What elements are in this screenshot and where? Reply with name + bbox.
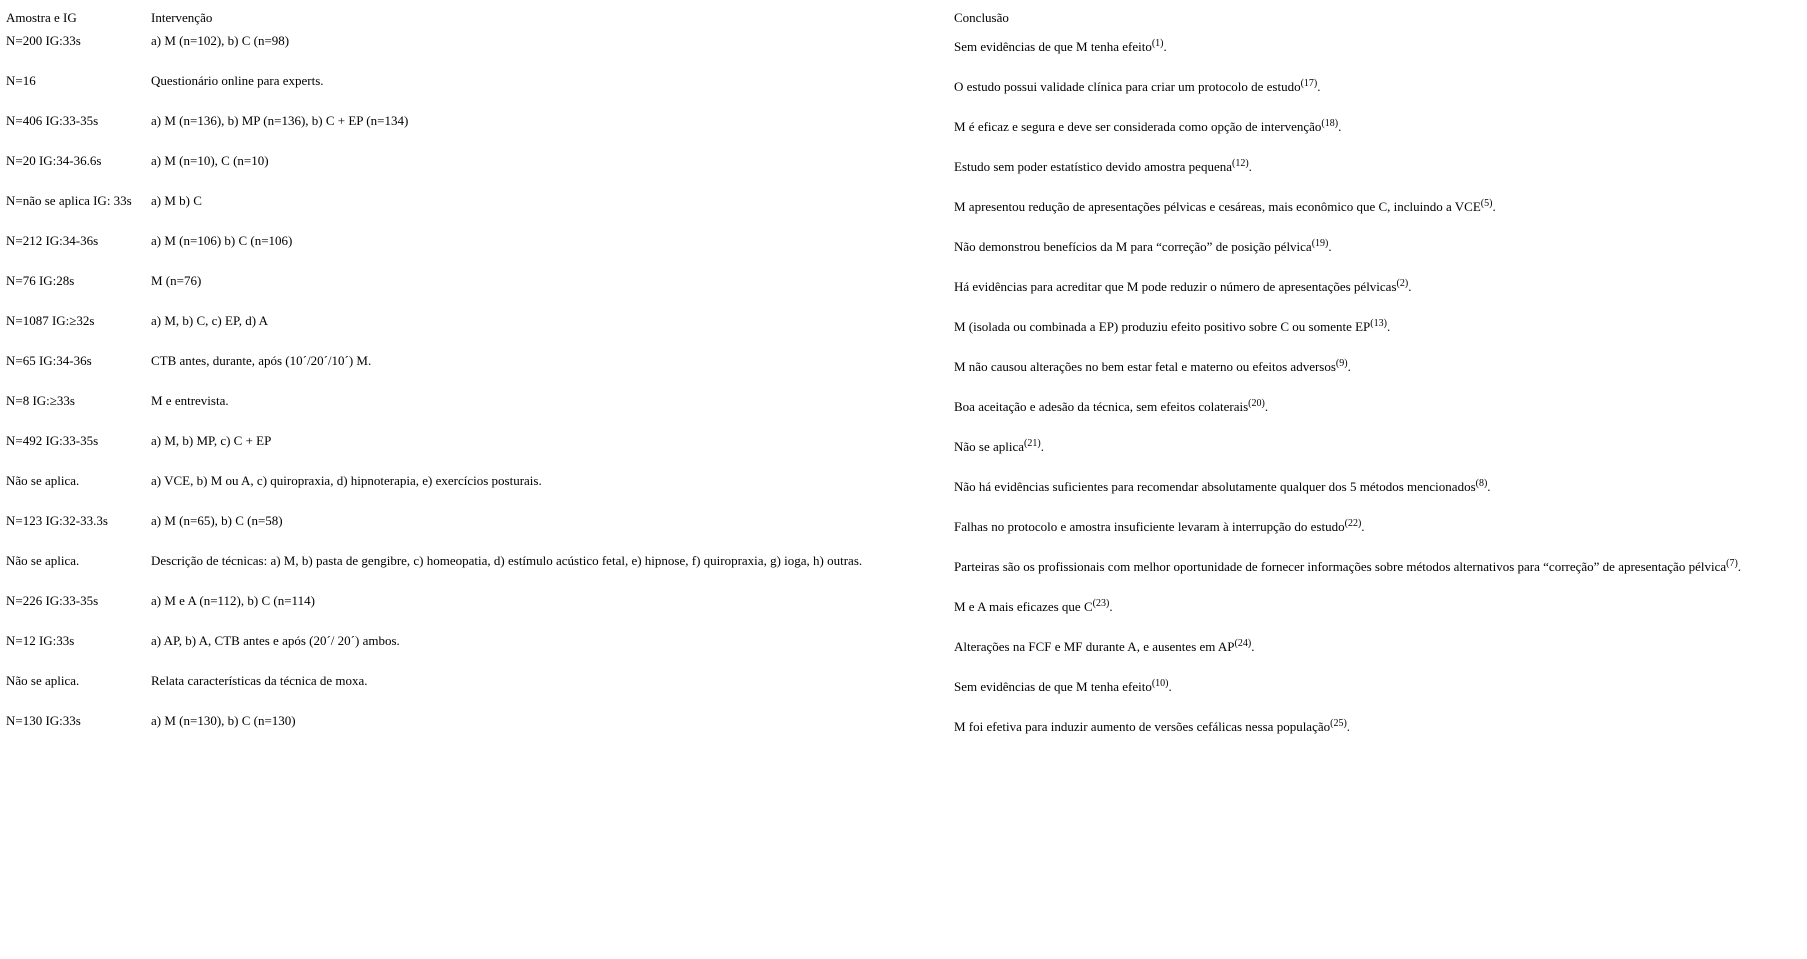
reference-superscript: (8): [1475, 478, 1488, 489]
conclusao-period: .: [1737, 559, 1742, 574]
table-row: [6, 153, 1741, 193]
conclusao-period: .: [1408, 279, 1412, 294]
reference-superscript: (2): [1396, 278, 1409, 289]
conclusao-period: .: [1328, 239, 1332, 254]
cell-conclusao: [954, 553, 1741, 593]
header-conclusao: Conclusão: [954, 10, 1009, 25]
cell-intervencao: a) M e A (n=112), b) C (n=114): [151, 593, 315, 608]
conclusao-period: .: [1163, 39, 1167, 54]
cell-conclusao: [954, 633, 1741, 673]
cell-amostra: N=8 IG:≥33s: [6, 393, 75, 408]
cell-conclusao: [954, 153, 1741, 193]
cell-amostra: N=1087 IG:≥32s: [6, 313, 95, 328]
cell-intervencao: CTB antes, durante, após (10´/20´/10´) M.: [151, 353, 372, 368]
reference-superscript: (13): [1370, 318, 1387, 329]
table-row: [6, 593, 1741, 633]
cell-amostra: N=406 IG:33-35s: [6, 113, 99, 128]
cell-conclusao: [954, 313, 1741, 353]
table-row: [6, 273, 1741, 313]
table-row: [6, 353, 1741, 393]
reference-superscript: (12): [1231, 158, 1249, 169]
reference-superscript: (1): [1151, 38, 1164, 49]
table-row: [6, 553, 1741, 593]
cell-intervencao: a) VCE, b) M ou A, c) quiropraxia, d) hipnoterapia, e) exercícios posturais.: [151, 473, 542, 488]
cell-intervencao: a) M (n=10), C (n=10): [151, 153, 269, 168]
cell-conclusao: [954, 513, 1741, 553]
reference-superscript: (10): [1151, 678, 1169, 689]
table-row: [6, 233, 1741, 273]
cell-intervencao: a) M (n=136), b) MP (n=136), b) C + EP (n=134): [151, 113, 409, 128]
reference-superscript: (22): [1344, 518, 1362, 529]
cell-intervencao: a) M (n=106) b) C (n=106): [151, 233, 293, 248]
conclusao-text: Alterações na FCF e MF durante A, e ausentes em AP: [954, 639, 1235, 654]
cell-conclusao: [954, 193, 1741, 233]
cell-intervencao: M (n=76): [151, 273, 202, 288]
cell-amostra: N=492 IG:33-35s: [6, 433, 99, 448]
cell-amostra: N=226 IG:33-35s: [6, 593, 99, 608]
table-row: [6, 473, 1741, 513]
cell-conclusao: [954, 473, 1741, 513]
cell-amostra: N=123 IG:32-33.3s: [6, 513, 108, 528]
cell-amostra: Não se aplica.: [6, 553, 80, 568]
cell-conclusao: [954, 33, 1741, 73]
cell-amostra: N=não se aplica IG: 33s: [6, 193, 132, 208]
reference-superscript: (5): [1480, 198, 1493, 209]
header-row: [6, 7, 1741, 33]
conclusao-period: .: [1251, 639, 1255, 654]
reference-superscript: (20): [1248, 398, 1265, 409]
cell-conclusao: [954, 233, 1741, 273]
reference-superscript: (18): [1321, 118, 1339, 129]
cell-conclusao: [954, 73, 1741, 113]
conclusao-period: .: [1492, 199, 1496, 214]
cell-intervencao: Questionário online para experts.: [151, 73, 324, 88]
reference-superscript: (17): [1300, 78, 1318, 89]
cell-amostra: N=76 IG:28s: [6, 273, 75, 288]
table-row: [6, 113, 1741, 153]
conclusao-period: .: [1040, 439, 1044, 454]
conclusao-text: M apresentou redução de apresentações pélvicas e cesáreas, mais econômico que C, incluindo a VCE: [954, 199, 1481, 214]
reference-superscript: (24): [1234, 638, 1252, 649]
cell-intervencao: Relata características da técnica de moxa.: [151, 673, 368, 688]
table-row: [6, 513, 1741, 553]
cell-conclusao: [954, 593, 1741, 633]
cell-conclusao: [954, 673, 1741, 713]
conclusao-period: .: [1361, 519, 1365, 534]
cell-amostra: N=16: [6, 73, 36, 88]
reference-superscript: (7): [1726, 558, 1738, 569]
conclusao-text: Sem evidências de que M tenha efeito: [954, 39, 1152, 54]
conclusao-text: Sem evidências de que M tenha efeito: [954, 679, 1152, 694]
table-body: [6, 33, 1741, 753]
conclusao-text: M é eficaz e segura e deve ser considerada como opção de intervenção: [954, 119, 1322, 134]
cell-amostra: N=212 IG:34-36s: [6, 233, 99, 248]
header-amostra: Amostra e IG: [6, 10, 77, 25]
cell-conclusao: [954, 393, 1741, 433]
cell-amostra: Não se aplica.: [6, 473, 80, 488]
cell-intervencao: a) M (n=102), b) C (n=98): [151, 33, 290, 48]
cell-amostra: N=130 IG:33s: [6, 713, 81, 728]
conclusao-text: Boa aceitação e adesão da técnica, sem efeitos colaterais: [954, 399, 1249, 414]
cell-conclusao: [954, 353, 1741, 393]
conclusao-text: Há evidências para acreditar que M pode reduzir o número de apresentações pélvicas: [954, 279, 1397, 294]
conclusao-period: .: [1487, 479, 1491, 494]
cell-amostra: N=20 IG:34-36.6s: [6, 153, 102, 168]
cell-intervencao: a) M, b) MP, c) C + EP: [151, 433, 272, 448]
table-row: [6, 393, 1741, 433]
cell-intervencao: a) M (n=130), b) C (n=130): [151, 713, 296, 728]
studies-table: [6, 7, 1741, 753]
conclusao-period: .: [1168, 679, 1172, 694]
conclusao-text: Parteiras são os profissionais com melhor oportunidade de fornecer informações sobre métodos alternativos para “correção” de apresentação pélvica: [954, 559, 1727, 574]
conclusao-period: .: [1347, 359, 1351, 374]
conclusao-period: .: [1386, 319, 1391, 334]
cell-amostra: N=200 IG:33s: [6, 33, 81, 48]
table-row: [6, 313, 1741, 353]
cell-conclusao: [954, 113, 1741, 153]
cell-intervencao: M e entrevista.: [151, 393, 229, 408]
table-row: [6, 33, 1741, 73]
table-row: [6, 673, 1741, 713]
reference-superscript: (19): [1311, 238, 1329, 249]
table-row: [6, 193, 1741, 233]
conclusao-text: Não se aplica: [954, 439, 1025, 454]
table-row: [6, 633, 1741, 673]
cell-conclusao: [954, 273, 1741, 313]
cell-intervencao: a) M, b) C, c) EP, d) A: [151, 313, 268, 328]
table-header: [6, 7, 1741, 33]
conclusao-period: .: [1346, 719, 1351, 734]
conclusao-text: Não demonstrou benefícios da M para “correção” de posição pélvica: [954, 239, 1312, 254]
reference-superscript: (21): [1024, 438, 1041, 449]
cell-intervencao: a) M (n=65), b) C (n=58): [151, 513, 283, 528]
reference-superscript: (9): [1335, 358, 1348, 369]
cell-amostra: Não se aplica.: [6, 673, 80, 688]
cell-amostra: N=65 IG:34-36s: [6, 353, 92, 368]
table-row: [6, 433, 1741, 473]
conclusao-period: .: [1317, 79, 1321, 94]
reference-superscript: (23): [1092, 598, 1110, 609]
table-row: [6, 713, 1741, 753]
table-row: [6, 73, 1741, 113]
conclusao-text: M (isolada ou combinada a EP) produziu efeito positivo sobre C ou somente EP: [954, 319, 1371, 334]
conclusao-text: Não há evidências suficientes para recomendar absolutamente qualquer dos 5 métodos mencionados: [954, 479, 1476, 494]
cell-conclusao: [954, 433, 1741, 473]
cell-intervencao: a) M b) C: [151, 193, 202, 208]
cell-intervencao: a) AP, b) A, CTB antes e após (20´/ 20´) ambos.: [151, 633, 400, 648]
conclusao-period: .: [1264, 399, 1269, 414]
conclusao-text: M foi efetiva para induzir aumento de versões cefálicas nessa população: [954, 719, 1331, 734]
header-intervencao: Intervenção: [151, 10, 213, 25]
cell-intervencao: Descrição de técnicas: a) M, b) pasta de gengibre, c) homeopatia, d) estímulo acústico fetal, e) hipnose, f) quiropraxia, g) ioga, h) outras.: [151, 553, 863, 568]
conclusao-text: M não causou alterações no bem estar fetal e materno ou efeitos adversos: [954, 359, 1336, 374]
reference-superscript: (25): [1330, 718, 1347, 729]
cell-amostra: N=12 IG:33s: [6, 633, 75, 648]
conclusao-period: .: [1248, 159, 1252, 174]
conclusao-text: Falhas no protocolo e amostra insuficiente levaram à interrupção do estudo: [954, 519, 1345, 534]
conclusao-text: Estudo sem poder estatístico devido amostra pequena: [954, 159, 1232, 174]
conclusao-period: .: [1109, 599, 1113, 614]
conclusao-text: O estudo possui validade clínica para criar um protocolo de estudo: [954, 79, 1301, 94]
cell-conclusao: [954, 713, 1741, 753]
conclusao-period: .: [1338, 119, 1342, 134]
conclusao-text: M e A mais eficazes que C: [954, 599, 1093, 614]
